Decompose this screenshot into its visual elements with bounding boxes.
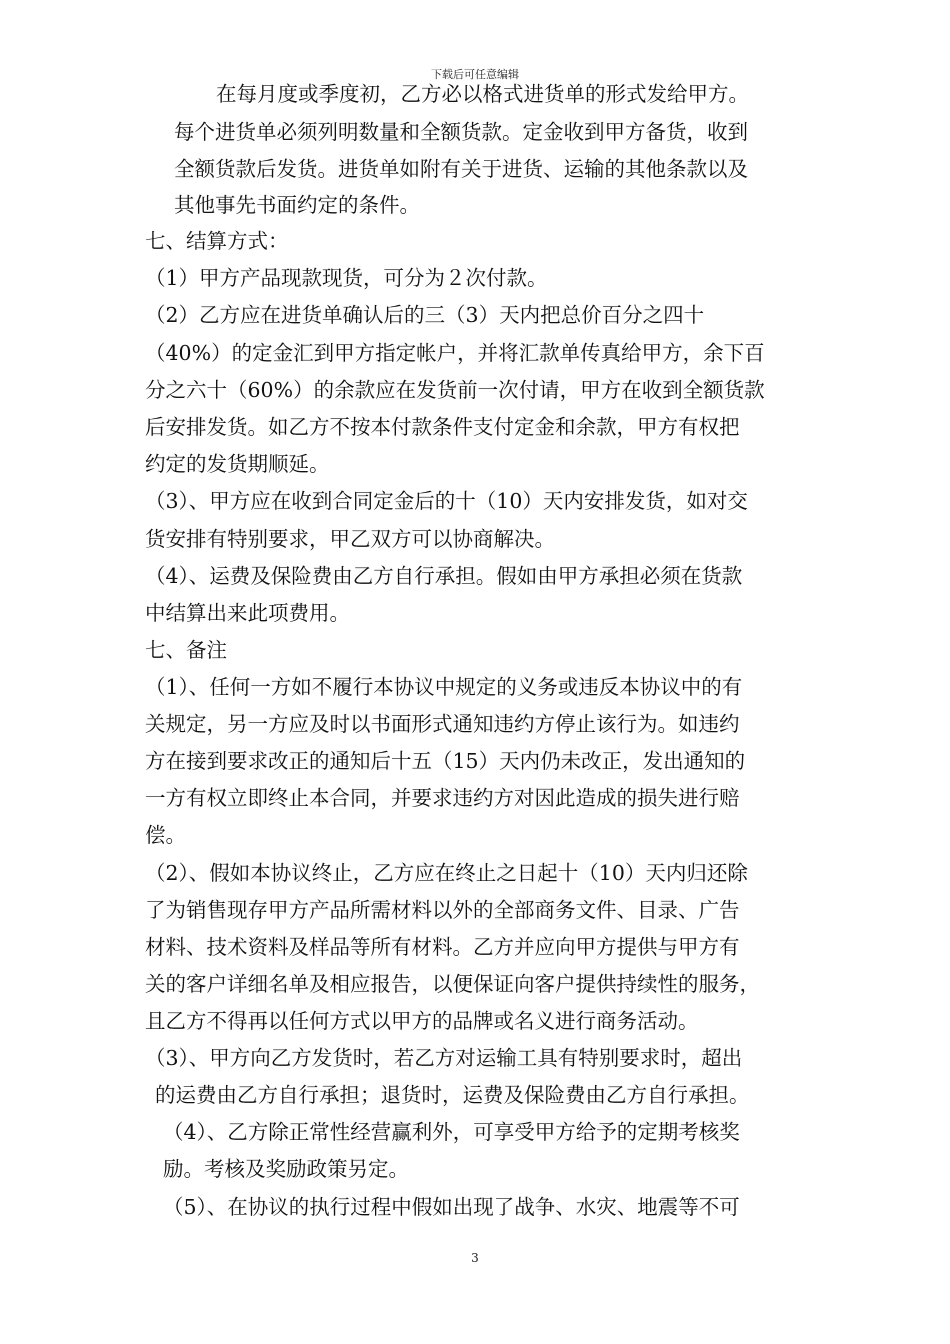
text-line: 分之六十（60%）的余款应在发货前一次付请，甲方在收到全额货款 — [145, 378, 765, 402]
text-line: 在每月度或季度初，乙方必以格式进货单的形式发给甲方。 — [216, 82, 749, 106]
text-line: 约定的发货期顺延。 — [145, 452, 330, 476]
text-line: （5）、在协议的执行过程中假如出现了战争、水灾、地震等不可 — [163, 1195, 740, 1219]
text-line: 的运费由乙方自行承担；退货时，运费及保险费由乙方自行承担。 — [155, 1083, 750, 1107]
text-line: （40%）的定金汇到甲方指定帐户，并将汇款单传真给甲方，余下百 — [145, 341, 765, 365]
section-heading: 七、备注 — [145, 638, 227, 662]
text-line: 中结算出来此项费用。 — [145, 601, 350, 625]
text-line: 后安排发货。如乙方不按本付款条件支付定金和余款，甲方有权把 — [145, 415, 740, 439]
text-line: 一方有权立即终止本合同，并要求违约方对因此造成的损失进行赔 — [145, 786, 740, 810]
section-heading: 七、结算方式： — [145, 229, 289, 253]
text-line: （3）、甲方应在收到合同定金后的十（10）天内安排发货，如对交 — [145, 489, 748, 513]
text-line: 偿。 — [145, 823, 186, 847]
page-header: 下载后可任意编辑 — [431, 68, 519, 81]
text-line: （1）、任何一方如不履行本协议中规定的义务或违反本协议中的有 — [145, 675, 743, 699]
text-line: 了为销售现存甲方产品所需材料以外的全部商务文件、目录、广告 — [145, 898, 740, 922]
text-line: 关规定，另一方应及时以书面形式通知违约方停止该行为。如违约 — [145, 712, 740, 736]
text-line: 全额货款后发货。进货单如附有关于进货、运输的其他条款以及 — [174, 157, 748, 181]
page-number: 3 — [471, 1251, 479, 1265]
text-line: （4）、乙方除正常性经营赢利外，可享受甲方给予的定期考核奖 — [163, 1120, 740, 1144]
text-line: （2）乙方应在进货单确认后的三（3）天内把总价百分之四十 — [145, 303, 705, 327]
text-line: 方在接到要求改正的通知后十五（15）天内仍未改正，发出通知的 — [145, 749, 746, 773]
text-line: 每个进货单必须列明数量和全额货款。定金收到甲方备货，收到 — [174, 120, 748, 144]
text-line: （4）、运费及保险费由乙方自行承担。假如由甲方承担必须在货款 — [145, 564, 743, 588]
text-line: 关的客户详细名单及相应报告，以便保证向客户提供持续性的服务， — [145, 972, 760, 996]
text-line: 其他事先书面约定的条件。 — [174, 193, 420, 217]
text-line: （1）甲方产品现款现货，可分为２次付款。 — [145, 266, 548, 290]
text-line: （2）、假如本协议终止，乙方应在终止之日起十（10）天内归还除 — [145, 861, 748, 885]
text-line: 励。考核及奖励政策另定。 — [163, 1157, 409, 1181]
text-line: （3）、甲方向乙方发货时，若乙方对运输工具有特别要求时，超出 — [145, 1046, 743, 1070]
text-line: 货安排有特别要求，甲乙双方可以协商解决。 — [145, 527, 555, 551]
text-line: 且乙方不得再以任何方式以甲方的品牌或名义进行商务活动。 — [145, 1009, 699, 1033]
text-line: 材料、技术资料及样品等所有材料。乙方并应向甲方提供与甲方有 — [145, 935, 740, 959]
